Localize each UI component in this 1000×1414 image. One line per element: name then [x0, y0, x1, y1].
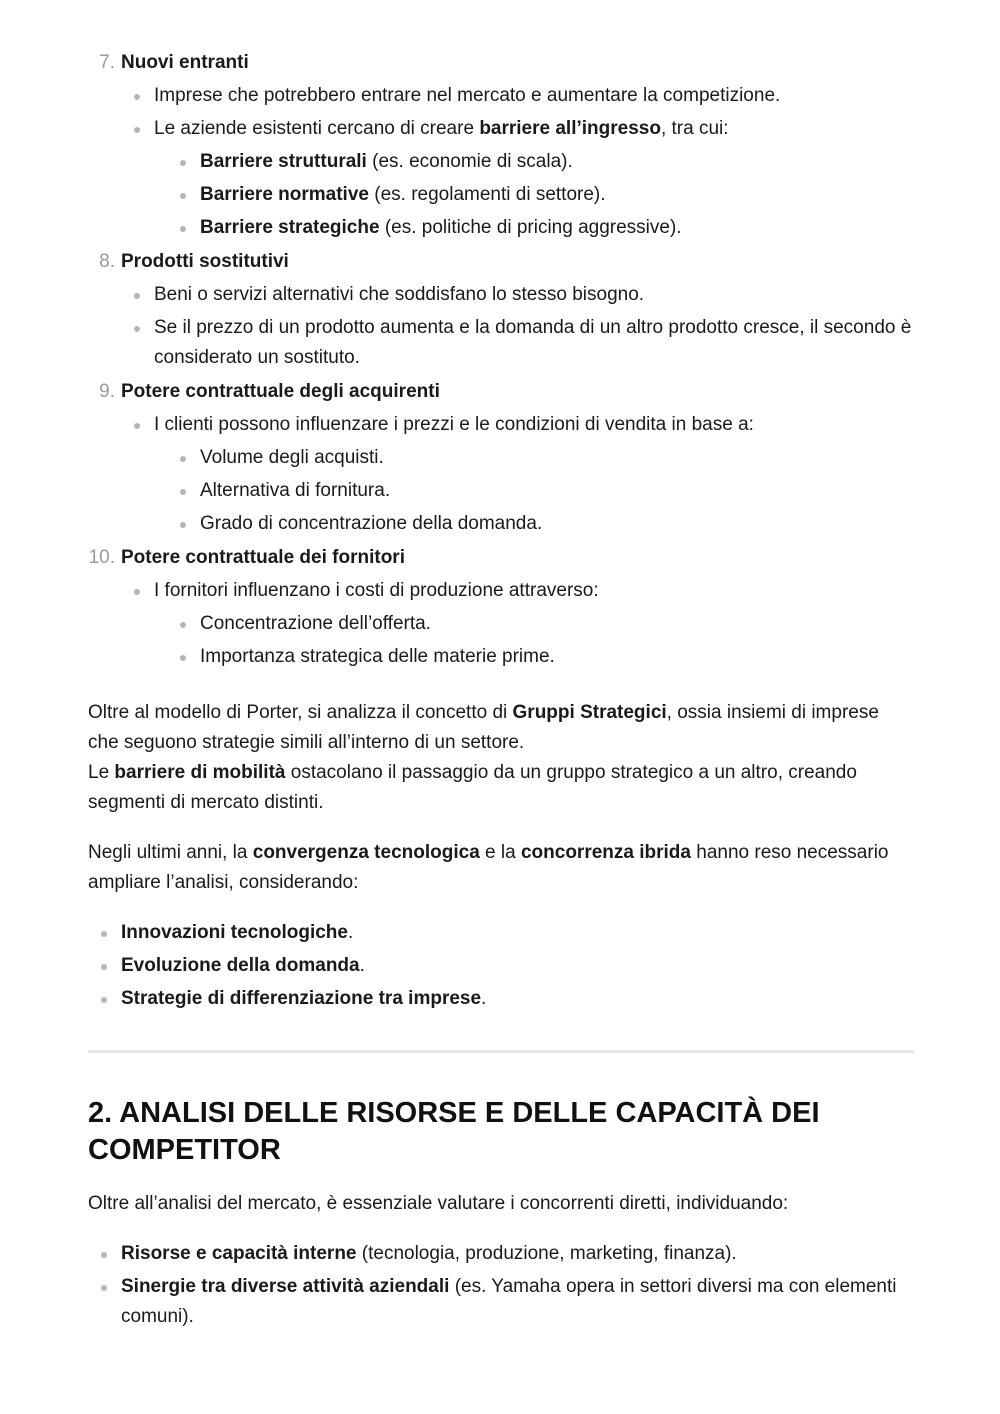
- document-page: [88, 48, 914, 1332]
- considerations-list: [88, 918, 914, 1014]
- bullet-item: [121, 410, 914, 539]
- sub-bullet-item: [154, 609, 914, 639]
- competitor-analysis-list: [88, 1239, 914, 1332]
- list-number: 8.: [99, 251, 115, 272]
- bullet-icon: [101, 1285, 107, 1291]
- force-title: Potere contrattuale degli acquirenti: [121, 381, 440, 402]
- bullet-icon: [180, 160, 186, 166]
- bullet-text: .: [347, 922, 354, 943]
- bullet-icon: [180, 489, 186, 495]
- paragraph-bold-text: convergenza tecnologica: [252, 842, 480, 863]
- bullet-text: .: [481, 988, 487, 1009]
- bullet-icon: [101, 1252, 107, 1258]
- porter-forces-list: [88, 48, 914, 672]
- bullet-icon: [134, 127, 140, 133]
- list-number: 9.: [99, 381, 115, 402]
- bullet-text: Concentrazione dell’offerta.: [200, 613, 431, 634]
- sub-bullet-item: [154, 509, 914, 539]
- bullet-item: [121, 576, 914, 672]
- bullet-bold-text: Barriere strategiche: [200, 217, 380, 238]
- list-number: 7.: [99, 52, 115, 73]
- paragraph-strategic-groups: [88, 698, 914, 818]
- sub-bullet-list: [154, 609, 914, 672]
- bullet-icon: [180, 522, 186, 528]
- bullet-bold-text: barriere all’ingresso: [479, 118, 661, 139]
- bullet-text: Se il prezzo di un prodotto aumenta e la domanda di un altro prodotto cresce, il secondo è considerato un sostituto.: [154, 317, 912, 368]
- paragraph-text: Le: [88, 762, 115, 783]
- paragraph-bold-text: concorrenza ibrida: [520, 842, 691, 863]
- bullet-text: (es. Yamaha opera in settori diversi ma con elementi comuni).: [121, 1276, 897, 1327]
- section-divider: [88, 1050, 914, 1053]
- bullet-icon: [101, 997, 107, 1003]
- paragraph-text: Negli ultimi anni, la: [88, 842, 253, 863]
- section-intro: Oltre all’analisi del mercato, è essenziale valutare i concorrenti diretti, individuando:: [88, 1193, 789, 1214]
- bullet-item: [121, 81, 914, 111]
- bullet-item: [88, 1272, 914, 1332]
- bullet-text: I clienti possono influenzare i prezzi e le condizioni di vendita in base a:: [154, 414, 754, 435]
- bullet-icon: [101, 964, 107, 970]
- bullet-list: [121, 576, 914, 672]
- bullet-item: [121, 313, 914, 373]
- bullet-icon: [134, 94, 140, 100]
- bullet-icon: [180, 456, 186, 462]
- bullet-bold-text: Evoluzione della domanda: [121, 955, 360, 976]
- paragraph-text: Oltre al modello di Porter, si analizza il concetto di: [88, 702, 513, 723]
- bullet-text: Importanza strategica delle materie prime.: [200, 646, 555, 667]
- bullet-text: Alternativa di fornitura.: [200, 480, 391, 501]
- sub-bullet-item: [154, 213, 914, 243]
- paragraph-text: hanno reso necessario ampliare l’analisi, considerando:: [88, 842, 889, 893]
- bullet-text: Le aziende esistenti cercano di creare: [154, 118, 480, 139]
- bullet-icon: [134, 326, 140, 332]
- bullet-text: I fornitori influenzano i costi di produzione attraverso:: [154, 580, 599, 601]
- bullet-text: (tecnologia, produzione, marketing, finanza).: [356, 1243, 737, 1264]
- bullet-text: .: [359, 955, 365, 976]
- bullet-icon: [134, 293, 140, 299]
- bullet-icon: [180, 622, 186, 628]
- force-title: Prodotti sostitutivi: [121, 251, 289, 272]
- paragraph-bold-text: Gruppi Strategici: [512, 702, 667, 723]
- bullet-bold-text: Barriere strutturali: [200, 151, 367, 172]
- sub-bullet-item: [154, 147, 914, 177]
- bullet-list: [121, 81, 914, 243]
- bullet-icon: [180, 655, 186, 661]
- paragraph-bold-text: barriere di mobilità: [114, 762, 286, 783]
- bullet-icon: [180, 226, 186, 232]
- list-item: [88, 543, 914, 672]
- paragraph-convergence: [88, 838, 914, 898]
- bullet-text: (es. politiche di pricing aggressive).: [379, 217, 682, 238]
- bullet-icon: [101, 931, 107, 937]
- sub-bullet-item: [154, 642, 914, 672]
- sub-bullet-item: [154, 476, 914, 506]
- paragraph-text: , ossia insiemi di imprese che seguono strategie simili all’interno di un settore.: [88, 702, 879, 753]
- bullet-icon: [134, 423, 140, 429]
- bullet-bold-text: Risorse e capacità interne: [121, 1243, 357, 1264]
- list-item: [88, 48, 914, 243]
- list-item: [88, 377, 914, 539]
- force-title: Potere contrattuale dei fornitori: [121, 547, 405, 568]
- bullet-bold-text: Sinergie tra diverse attività aziendali: [121, 1276, 450, 1297]
- bullet-bold-text: Barriere normative: [200, 184, 369, 205]
- bullet-text: Grado di concentrazione della domanda.: [200, 513, 543, 534]
- bullet-text: , tra cui:: [660, 118, 729, 139]
- force-title: Nuovi entranti: [121, 52, 249, 73]
- bullet-text: Beni o servizi alternativi che soddisfano lo stesso bisogno.: [154, 284, 645, 305]
- bullet-item: [88, 918, 914, 948]
- bullet-item: [88, 1239, 914, 1269]
- bullet-text: (es. economie di scala).: [366, 151, 573, 172]
- bullet-bold-text: Innovazioni tecnologiche: [121, 922, 348, 943]
- sub-bullet-item: [154, 180, 914, 210]
- bullet-icon: [180, 193, 186, 199]
- bullet-item: [88, 951, 914, 981]
- section-heading: 2. ANALISI DELLE RISORSE E DELLE CAPACITÀ DEI COMPETITOR: [88, 1097, 820, 1166]
- bullet-list: [121, 410, 914, 539]
- bullet-text: Volume degli acquisti.: [200, 447, 384, 468]
- list-number: 10.: [88, 547, 115, 568]
- sub-bullet-list: [154, 147, 914, 243]
- bullet-text: Imprese che potrebbero entrare nel mercato e aumentare la competizione.: [154, 85, 781, 106]
- sub-bullet-list: [154, 443, 914, 539]
- bullet-item: [88, 984, 914, 1014]
- bullet-item: [121, 114, 914, 243]
- list-item: [88, 247, 914, 373]
- paragraph-text: e la: [479, 842, 521, 863]
- bullet-item: [121, 280, 914, 310]
- bullet-icon: [134, 589, 140, 595]
- bullet-text: (es. regolamenti di settore).: [368, 184, 606, 205]
- bullet-list: [121, 280, 914, 373]
- sub-bullet-item: [154, 443, 914, 473]
- bullet-bold-text: Strategie di differenziazione tra imprese: [121, 988, 482, 1009]
- paragraph-text: ostacolano il passaggio da un gruppo strategico a un altro, creando segmenti di mercato distinti.: [88, 762, 857, 813]
